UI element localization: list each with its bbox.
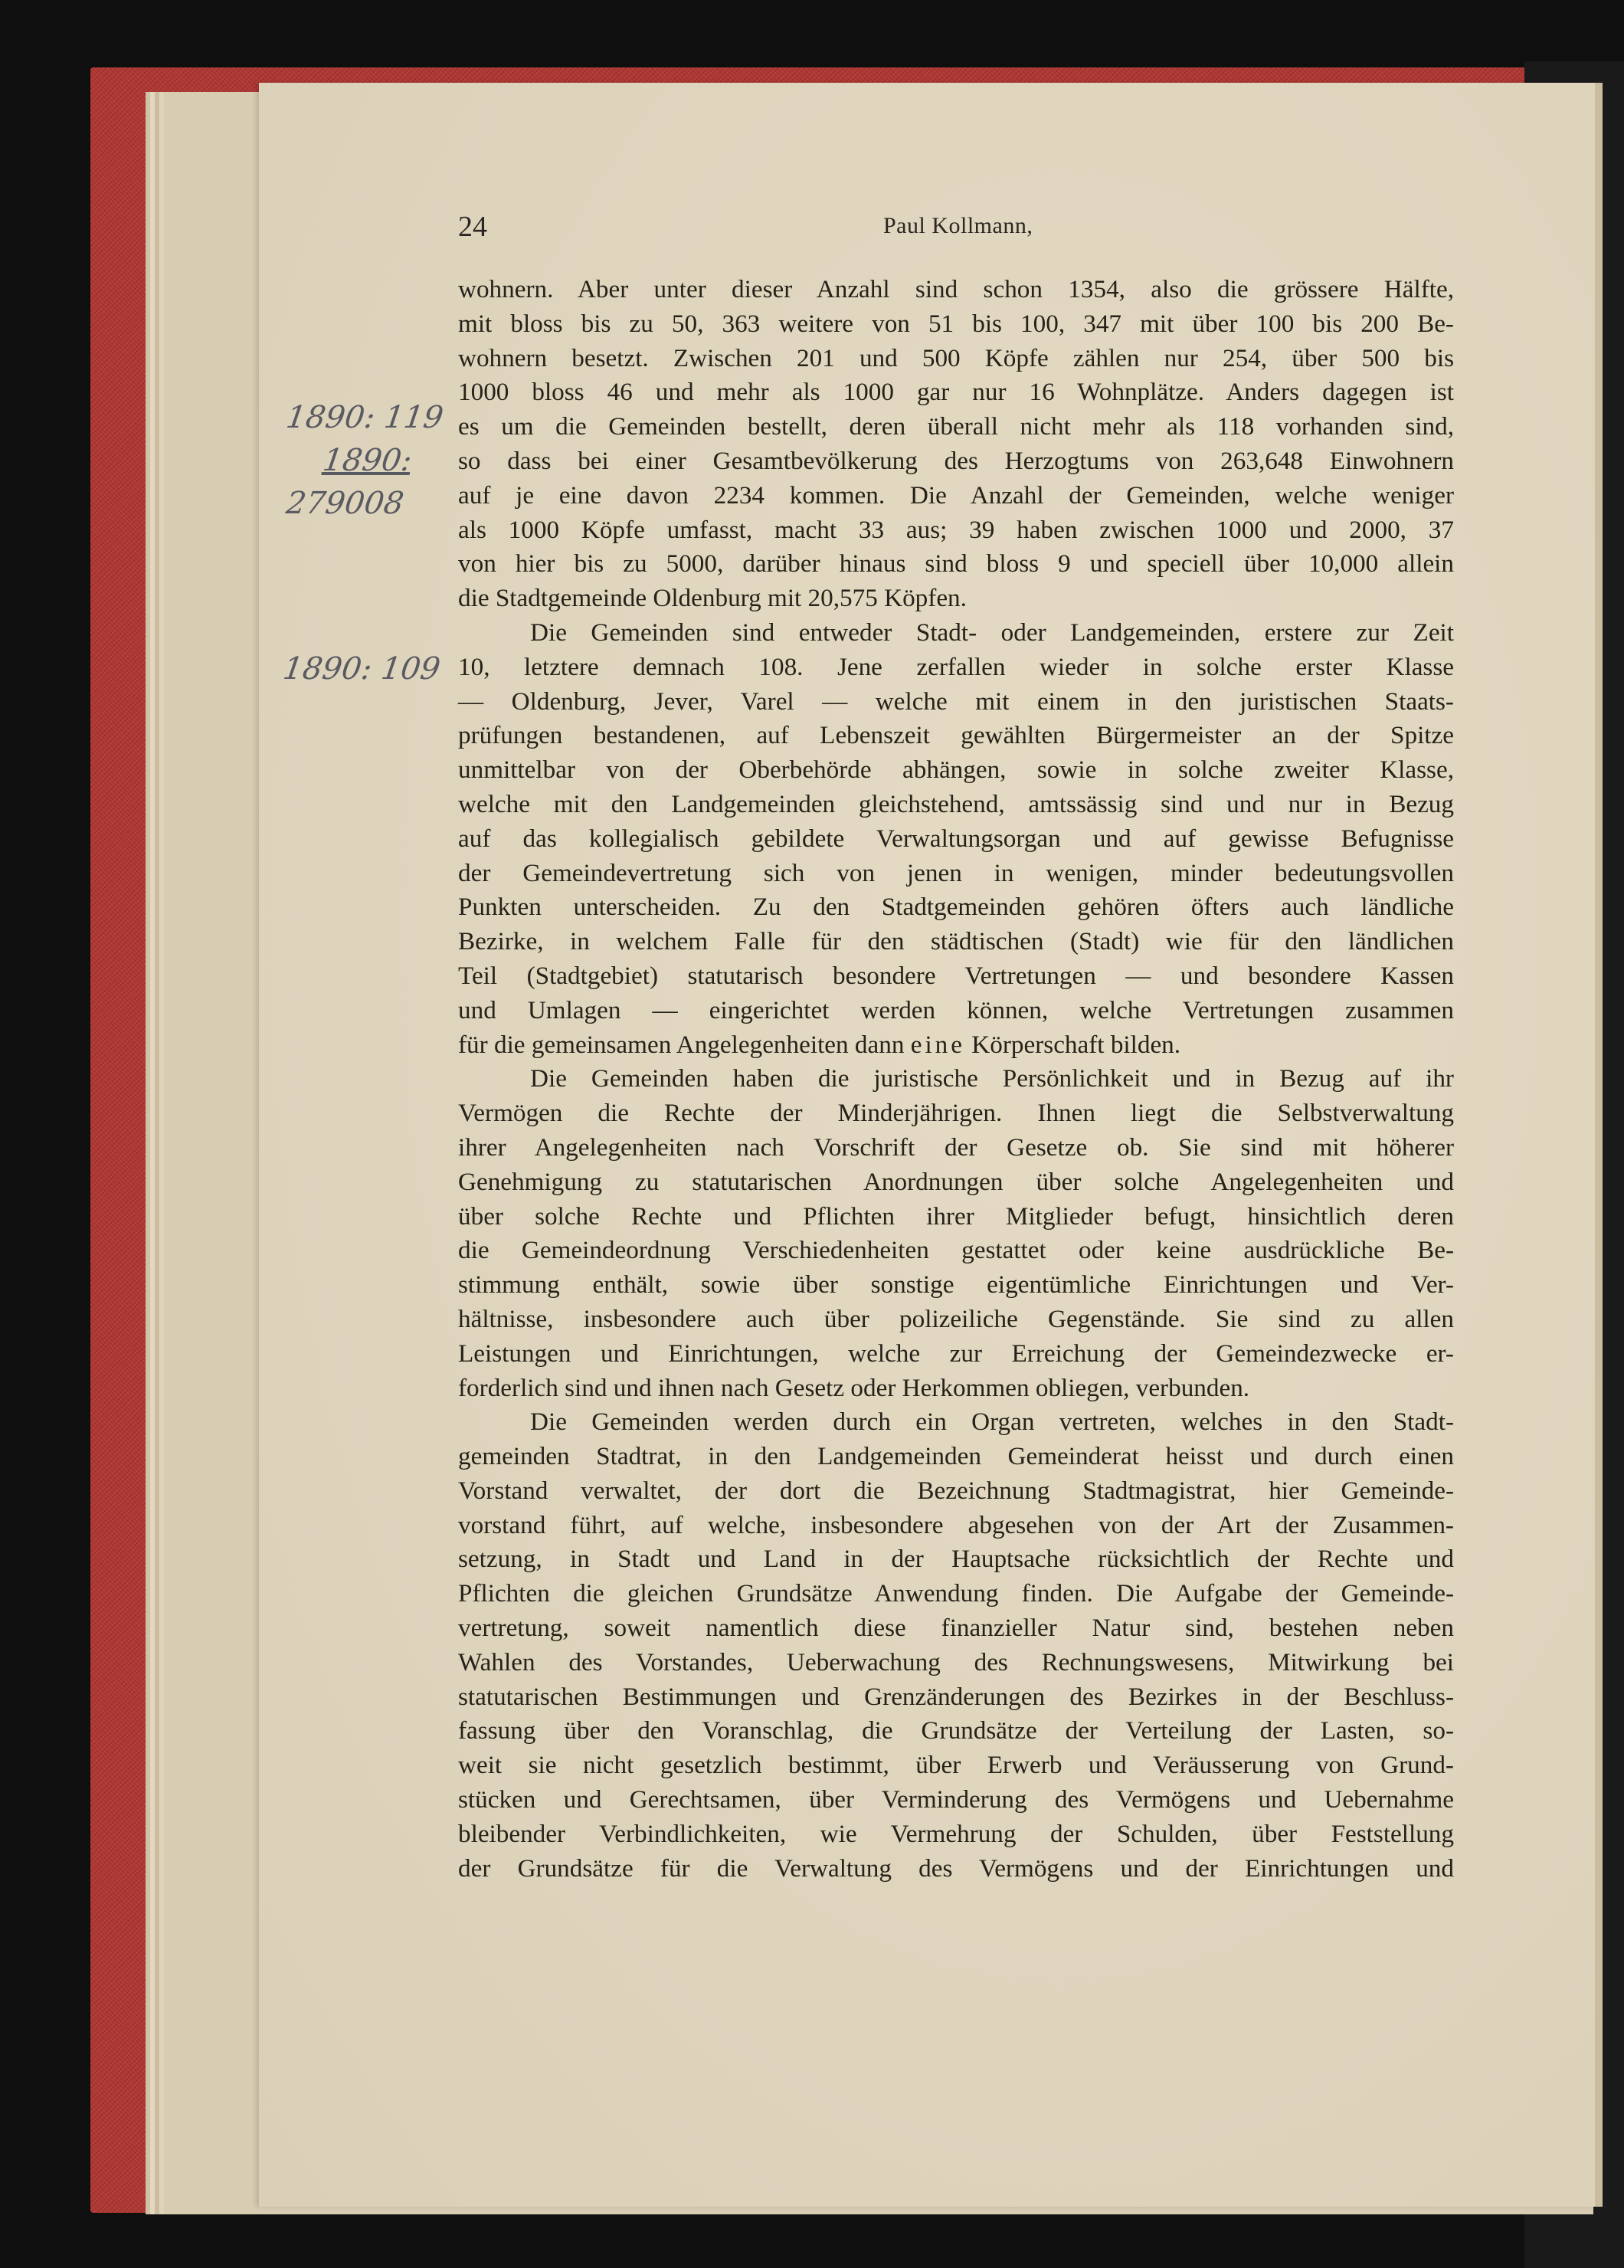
page-number: 24 (458, 211, 487, 243)
text-line: Die Gemeinden sind entweder Stadt- oder Landgemeinden, erstere zur Zeit (530, 618, 1454, 647)
text-line: Teil (Stadtgebiet) statutarisch besondere Vertretungen — und besondere Kassen (458, 961, 1454, 990)
page-header (458, 210, 1454, 248)
text-line: stücken und Gerechtsamen, über Verminderung des Vermögens und Uebernahme (458, 1785, 1454, 1814)
text-line: die Stadtgemeinde Oldenburg mit 20,575 Köpfen. (458, 584, 967, 613)
text-line: ihrer Angelegenheiten nach Vorschrift der Gesetze ob. Sie sind mit höherer (458, 1132, 1454, 1162)
text-line: hältnisse, insbesondere auch über polizeiliche Gegenstände. Sie sind zu allen (458, 1304, 1454, 1333)
text-line: bleibender Verbindlichkeiten, wie Vermehrung der Schulden, über Feststellung (458, 1819, 1454, 1848)
page-edge-right (1595, 83, 1603, 2207)
text-line: Die Gemeinden werden durch ein Organ vertreten, welches in den Stadt- (530, 1408, 1454, 1437)
text-line: gemeinden Stadtrat, in den Landgemeinden Gemeinderat heisst und durch einen (458, 1442, 1454, 1471)
text-line: von hier bis zu 5000, darüber hinaus sind bloss 9 und speciell über 10,000 allein (458, 549, 1454, 578)
text-line: fassung über den Voranschlag, die Grundsätze der Verteilung der Lasten, so- (458, 1716, 1454, 1745)
text-line: 10, letztere demnach 108. Jene zerfallen wieder in solche erster Klasse (458, 652, 1454, 681)
running-head: Paul Kollmann, (883, 213, 1033, 238)
text-line: Vermögen die Rechte der Minderjährigen. Ihnen liegt die Selbstverwaltung (458, 1099, 1454, 1128)
text-line: Bezirke, in welchem Falle für den städtischen (Stadt) wie für den ländlichen (458, 927, 1454, 956)
text-line: statutarischen Bestimmungen und Grenzänderungen des Bezirkes in der Beschluss- (458, 1682, 1454, 1711)
text-line: vorstand führt, auf welche, insbesondere abgesehen von der Art der Zusammen- (458, 1510, 1454, 1539)
text-line: forderlich sind und ihnen nach Gesetz oder Herkommen obliegen, verbunden. (458, 1373, 1250, 1402)
text-line: es um die Gemeinden bestellt, deren überall nicht mehr als 118 vorhanden sind, (458, 412, 1454, 441)
margin-note: 279008 (283, 486, 406, 521)
text-line: über solche Rechte und Pflichten ihrer Mitglieder befugt, hinsichtlich deren (458, 1201, 1454, 1231)
text-line: Wahlen des Vorstandes, Ueberwachung des Rechnungswesens, Mitwirkung bei (458, 1647, 1454, 1676)
text-line: die Gemeindeordnung Verschiedenheiten gestattet oder keine ausdrückliche Be- (458, 1236, 1454, 1265)
text-line: weit sie nicht gesetzlich bestimmt, über Erwerb und Veräusserung von Grund- (458, 1751, 1454, 1780)
emphasis: eine (910, 1030, 965, 1059)
text-line: vertretung, soweit namentlich diese finanzieller Natur sind, bestehen neben (458, 1614, 1454, 1643)
text-line: der Gemeindevertretung sich von jenen in wenigen, minder bedeutungsvollen (458, 858, 1454, 887)
text-line: für die gemeinsamen Angelegenheiten dann eine Körperschaft bilden. (458, 1030, 1181, 1059)
text-line: so dass bei einer Gesamtbevölkerung des Herzogtums von 263,648 Einwohnern (458, 446, 1454, 475)
text-line: der Grundsätze für die Verwaltung des Vermögens und der Einrichtungen und (458, 1853, 1454, 1883)
text-line: Pflichten die gleichen Grundsätze Anwendung finden. Die Aufgabe der Gemeinde- (458, 1579, 1454, 1608)
text-line: Vorstand verwaltet, der dort die Bezeichnung Stadtmagistrat, hier Gemeinde- (458, 1476, 1454, 1505)
text-line: Punkten unterscheiden. Zu den Stadtgemeinden gehören öfters auch ländliche (458, 893, 1454, 922)
text-line: wohnern besetzt. Zwischen 201 und 500 Köpfe zählen nur 254, über 500 bis (458, 343, 1454, 372)
margin-note: 1890: 109 (280, 651, 443, 687)
text-line: auf je eine davon 2234 kommen. Die Anzahl der Gemeinden, welche weniger (458, 480, 1454, 510)
margin-note: 1890: (320, 443, 414, 478)
text-line: Die Gemeinden haben die juristische Persönlichkeit und in Bezug auf ihr (530, 1064, 1454, 1093)
text-line: und Umlagen — eingerichtet werden können, welche Vertretungen zusammen (458, 995, 1454, 1024)
text-line: auf das kollegialisch gebildete Verwaltungsorgan und auf gewisse Befugnisse (458, 824, 1454, 853)
text-line: 1000 bloss 46 und mehr als 1000 gar nur 16 Wohnplätze. Anders dagegen ist (458, 378, 1454, 407)
body-text (458, 273, 1454, 1886)
text-line: — Oldenburg, Jever, Varel — welche mit einem in den juristischen Staats- (458, 687, 1454, 716)
text-line: stimmung enthält, sowie über sonstige eigentümliche Einrichtungen und Ver- (458, 1270, 1454, 1300)
text-line: welche mit den Landgemeinden gleichstehend, amtssässig sind und nur in Bezug (458, 789, 1454, 818)
text-line: prüfungen bestandenen, auf Lebenszeit gewählten Bürgermeister an der Spitze (458, 721, 1454, 750)
text-line: setzung, in Stadt und Land in der Hauptsache rücksichtlich der Rechte und (458, 1545, 1454, 1574)
text-line: wohnern. Aber unter dieser Anzahl sind schon 1354, also die grössere Hälfte, (458, 275, 1454, 303)
text-line: als 1000 Köpfe umfasst, macht 33 aus; 39 haben zwischen 1000 und 2000, 37 (458, 515, 1454, 544)
text-line: mit bloss bis zu 50, 363 weitere von 51 bis 100, 347 mit über 100 bis 200 Be- (458, 309, 1454, 338)
text-line: unmittelbar von der Oberbehörde abhängen, sowie in solche zweiter Klasse, (458, 755, 1454, 785)
text-line: Leistungen und Einrichtungen, welche zur Erreichung der Gemeindezwecke er- (458, 1339, 1454, 1368)
margin-note: 1890: 119 (283, 400, 446, 435)
text-line: Genehmigung zu statutarischen Anordnungen über solche Angelegenheiten und (458, 1167, 1454, 1196)
